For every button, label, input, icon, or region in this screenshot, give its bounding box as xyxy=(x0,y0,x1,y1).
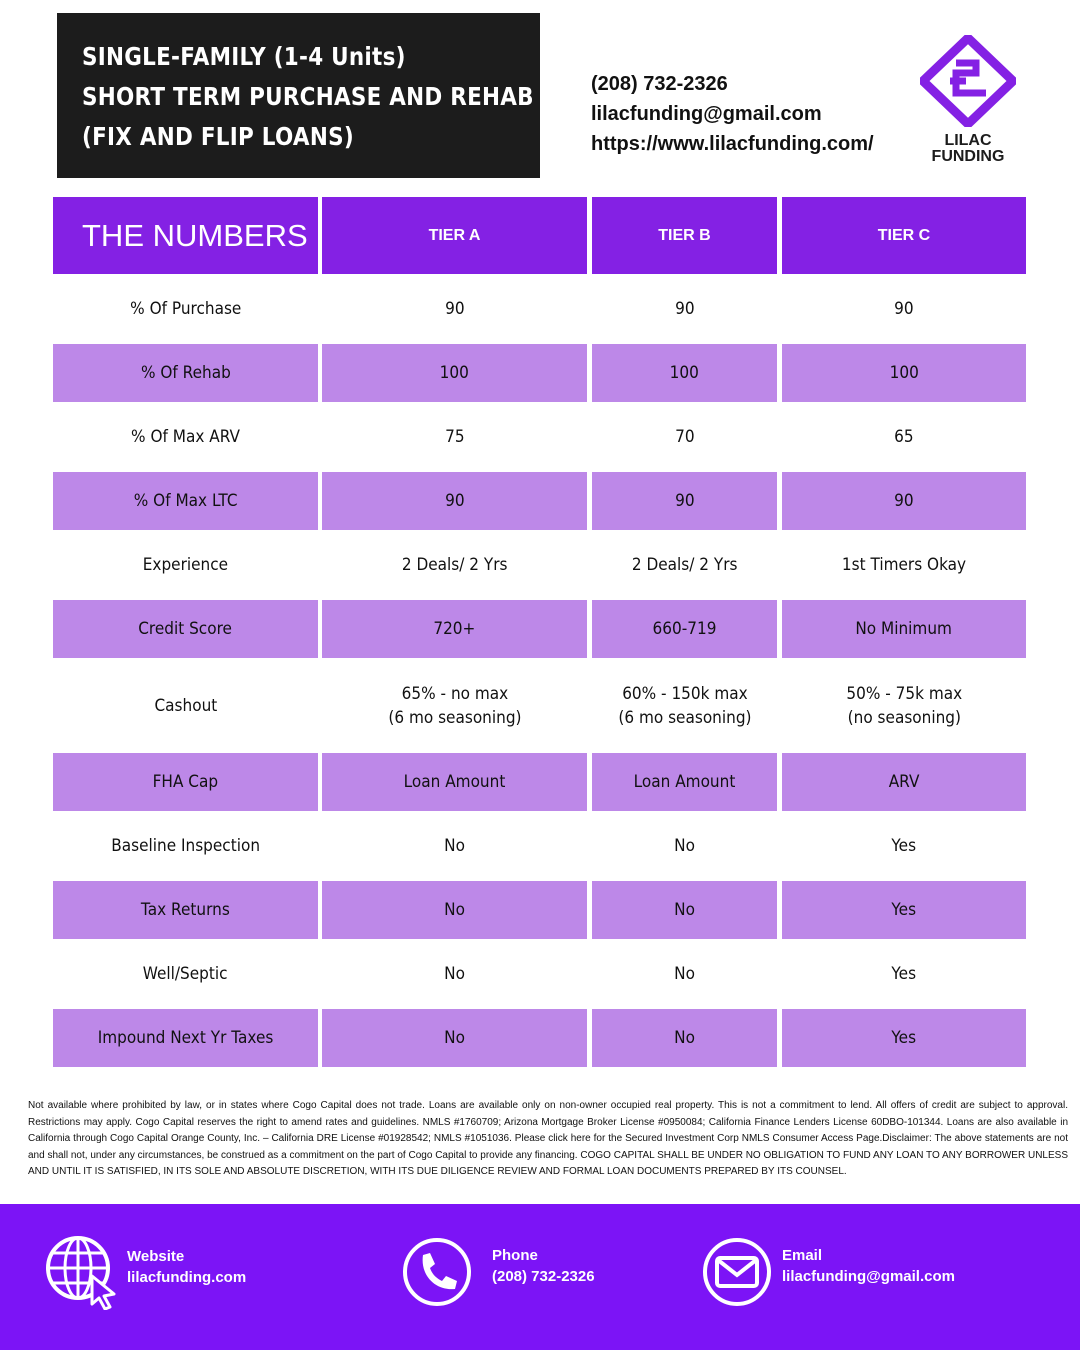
title-line-2: SHORT TERM PURCHASE AND REHAB xyxy=(82,82,534,111)
table-cell xyxy=(782,664,1026,747)
row-label xyxy=(53,753,318,811)
cell-value: 660-719 xyxy=(652,619,717,639)
table-cell xyxy=(322,344,587,402)
row-label-text: Experience xyxy=(142,555,229,575)
table-cell xyxy=(592,753,777,811)
footer-website-label: Website xyxy=(127,1248,185,1265)
row-label-text: % Of Purchase xyxy=(129,299,242,319)
cell-value: Yes xyxy=(891,836,917,856)
cell-value: 90 xyxy=(444,491,465,511)
footer-email-value[interactable]: lilacfunding@gmail.com xyxy=(782,1268,955,1285)
cell-value: Loan Amount xyxy=(403,772,506,792)
table-cell xyxy=(322,753,587,811)
row-label xyxy=(53,1009,318,1067)
globe-cursor-icon xyxy=(46,1236,118,1310)
table-cell xyxy=(322,945,587,1003)
table-cell xyxy=(782,344,1026,402)
lilac-funding-logo xyxy=(918,35,1018,170)
table-cell xyxy=(782,600,1026,658)
table-cell xyxy=(322,408,587,466)
header-tier-a: TIER A xyxy=(322,197,587,274)
cell-value: ARV xyxy=(888,772,920,792)
header-phone[interactable]: (208) 732-2326 xyxy=(591,73,728,95)
row-label xyxy=(53,280,318,338)
disclaimer-text: Not available where prohibited by law, or in states where Cogo Capital does not trade. Loans are available only on non-owner occupied real property. This is not a commitment to lend. All offers of credit are subject to approval. Restrictions may apply. Cogo Capital reserves the right to amend rates and guidelines. NMLS #1760709; Arizona Mortgage Broker License #0950084; California Finance Lenders License 60DBO-101344. Loans are also available in California through Cogo Capital Orange County, Inc. – California DRE License #01928542; NMLS #1051036. Please click here for the Secured Investment Corp NMLS Consumer Access Page.Disclaimer: The above statements are not and shall not, under any circumstances, be construed as a commitment on the part of Cogo Capital to provide any financing. COGO CAPITAL SHALL BE UNDER NO OBLIGATION TO FUND ANY LOAN TO ANY BORROWER UNLESS AND UNTIL IT IS SATISFIED, IN ITS SOLE AND ABSOLUTE DISCRETION, WITH ITS DUE DILIGENCE REVIEW AND FORMAL LOAN DOCUMENTS PREPARED BY ITS COUNSEL. xyxy=(28,1100,1068,1177)
cell-value: No xyxy=(674,964,695,984)
table-cell xyxy=(592,664,777,747)
table-cell xyxy=(782,753,1026,811)
cell-value: 50% - 75k max (no seasoning) xyxy=(846,683,962,728)
cell-value: Loan Amount xyxy=(633,772,736,792)
table-cell xyxy=(592,945,777,1003)
table-cell xyxy=(782,408,1026,466)
cell-value: 90 xyxy=(674,299,695,319)
row-label xyxy=(53,817,318,875)
row-label-text: Cashout xyxy=(154,695,217,716)
cell-value: No xyxy=(444,900,465,920)
table-cell xyxy=(592,600,777,658)
row-label xyxy=(53,536,318,594)
cell-value: No xyxy=(444,964,465,984)
cell-value: 65% - no max (6 mo seasoning) xyxy=(387,683,522,728)
cell-value: 100 xyxy=(669,363,700,383)
cell-value: No xyxy=(444,836,465,856)
cell-value: No xyxy=(674,1028,695,1048)
table-cell xyxy=(322,817,587,875)
cell-value: 90 xyxy=(674,491,695,511)
table-cell xyxy=(592,280,777,338)
table-cell xyxy=(592,1009,777,1067)
row-label xyxy=(53,408,318,466)
cell-value: 2 Deals/ 2 Yrs xyxy=(631,555,738,575)
table-cell xyxy=(322,1009,587,1067)
row-label-text: Impound Next Yr Taxes xyxy=(97,1028,274,1048)
row-label-text: % Of Max ARV xyxy=(131,427,240,447)
cell-value: 90 xyxy=(894,299,914,319)
cell-value: Yes xyxy=(891,1028,917,1048)
table-cell xyxy=(322,881,587,939)
table-cell xyxy=(592,536,777,594)
table-cell xyxy=(782,945,1026,1003)
footer-website[interactable] xyxy=(127,1246,246,1288)
row-label xyxy=(53,600,318,658)
title-line-1: SINGLE-FAMILY (1-4 Units) xyxy=(82,42,406,71)
header-tier-c: TIER C xyxy=(782,197,1026,274)
cell-value: No Minimum xyxy=(855,619,953,639)
header-the-numbers: THE NUMBERS xyxy=(53,197,318,274)
table-cell xyxy=(322,280,587,338)
footer-phone-value[interactable]: (208) 732-2326 xyxy=(492,1268,595,1285)
row-label-text: % Of Max LTC xyxy=(133,491,238,511)
row-label xyxy=(53,472,318,530)
footer-bar xyxy=(0,1204,1080,1350)
table-cell xyxy=(592,817,777,875)
cell-value: No xyxy=(674,836,695,856)
row-label-text: Credit Score xyxy=(138,619,233,639)
logo-mark-icon xyxy=(920,35,1016,127)
cell-value: Yes xyxy=(891,900,917,920)
header-contact xyxy=(591,69,874,159)
header-website[interactable]: https://www.lilacfunding.com/ xyxy=(591,133,874,155)
cell-value: 60% - 150k max (6 mo seasoning) xyxy=(617,683,752,728)
cell-value: 90 xyxy=(894,491,914,511)
header-tier-b: TIER B xyxy=(592,197,777,274)
row-label xyxy=(53,664,318,747)
cell-value: 70 xyxy=(674,427,695,447)
cell-value: No xyxy=(444,1028,465,1048)
footer-phone[interactable] xyxy=(492,1245,595,1287)
row-label xyxy=(53,881,318,939)
cell-value: 100 xyxy=(889,363,919,383)
cell-value: No xyxy=(674,900,695,920)
table-cell xyxy=(782,1009,1026,1067)
table-cell xyxy=(782,536,1026,594)
envelope-icon xyxy=(701,1237,773,1307)
table-cell xyxy=(592,344,777,402)
table-cell xyxy=(782,881,1026,939)
footer-phone-label: Phone xyxy=(492,1247,538,1264)
row-label-text: FHA Cap xyxy=(152,772,219,792)
row-label-text: Baseline Inspection xyxy=(111,836,260,856)
logo-text-top: LILAC xyxy=(944,132,992,149)
table-cell xyxy=(322,600,587,658)
title-box xyxy=(57,13,540,178)
footer-email[interactable] xyxy=(782,1245,955,1287)
row-label-text: % Of Rehab xyxy=(140,363,231,383)
table-cell xyxy=(322,472,587,530)
logo-text-bottom: FUNDING xyxy=(931,148,1005,165)
table-cell xyxy=(322,536,587,594)
row-label xyxy=(53,945,318,1003)
cell-value: 65 xyxy=(894,427,914,447)
phone-icon xyxy=(402,1237,472,1307)
table-cell xyxy=(592,408,777,466)
cell-value: 1st Timers Okay xyxy=(841,555,967,575)
cell-value: 75 xyxy=(444,427,465,447)
header-email[interactable]: lilacfunding@gmail.com xyxy=(591,103,822,125)
cell-value: Yes xyxy=(891,964,917,984)
cell-value: 2 Deals/ 2 Yrs xyxy=(401,555,508,575)
row-label-text: Well/Septic xyxy=(143,964,228,984)
title-line-3: (FIX AND FLIP LOANS) xyxy=(82,122,354,151)
cell-value: 90 xyxy=(444,299,465,319)
footer-email-label: Email xyxy=(782,1247,823,1264)
row-label-text: Tax Returns xyxy=(141,900,230,920)
table-cell xyxy=(322,664,587,747)
table-cell xyxy=(592,881,777,939)
footer-website-value[interactable]: lilacfunding.com xyxy=(127,1269,247,1286)
table-cell xyxy=(592,472,777,530)
table-cell xyxy=(782,280,1026,338)
cell-value: 720+ xyxy=(433,619,476,639)
table-cell xyxy=(782,817,1026,875)
cell-value: 100 xyxy=(439,363,470,383)
table-cell xyxy=(782,472,1026,530)
row-label xyxy=(53,344,318,402)
